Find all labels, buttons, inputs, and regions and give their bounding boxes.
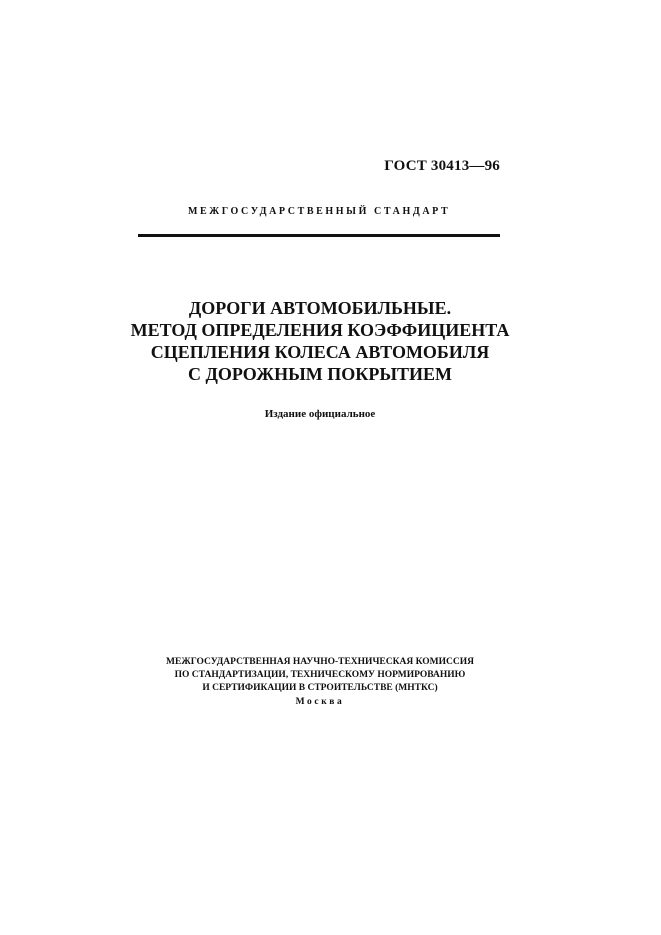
publisher-city: Москва (295, 697, 345, 707)
title-line: С ДОРОЖНЫМ ПОКРЫТИЕМ (187, 364, 452, 384)
publisher-line: МЕЖГОСУДАРСТВЕННАЯ НАУЧНО-ТЕХНИЧЕСКАЯ КОМИССИЯ (166, 657, 474, 667)
header-divider (138, 234, 500, 237)
publisher-block (130, 656, 510, 695)
title-line: СЦЕПЛЕНИЯ КОЛЕСА АВТОМОБИЛЯ (150, 342, 490, 362)
standard-type-label: МЕЖГОСУДАРСТВЕННЫЙ СТАНДАРТ (188, 206, 451, 217)
publisher-line: И СЕРТИФИКАЦИИ В СТРОИТЕЛЬСТВЕ (МНТКС) (202, 683, 438, 693)
title-line: МЕТОД ОПРЕДЕЛЕНИЯ КОЭФФИЦИЕНТА (130, 320, 510, 340)
publisher-line: ПО СТАНДАРТИЗАЦИИ, ТЕХНИЧЕСКОМУ НОРМИРОВАНИЮ (174, 670, 466, 680)
title-line: ДОРОГИ АВТОМОБИЛЬНЫЕ. (188, 298, 452, 318)
edition-label: Издание официальное (264, 408, 376, 420)
document-number: ГОСТ 30413—96 (384, 158, 500, 174)
document-title (130, 297, 510, 385)
